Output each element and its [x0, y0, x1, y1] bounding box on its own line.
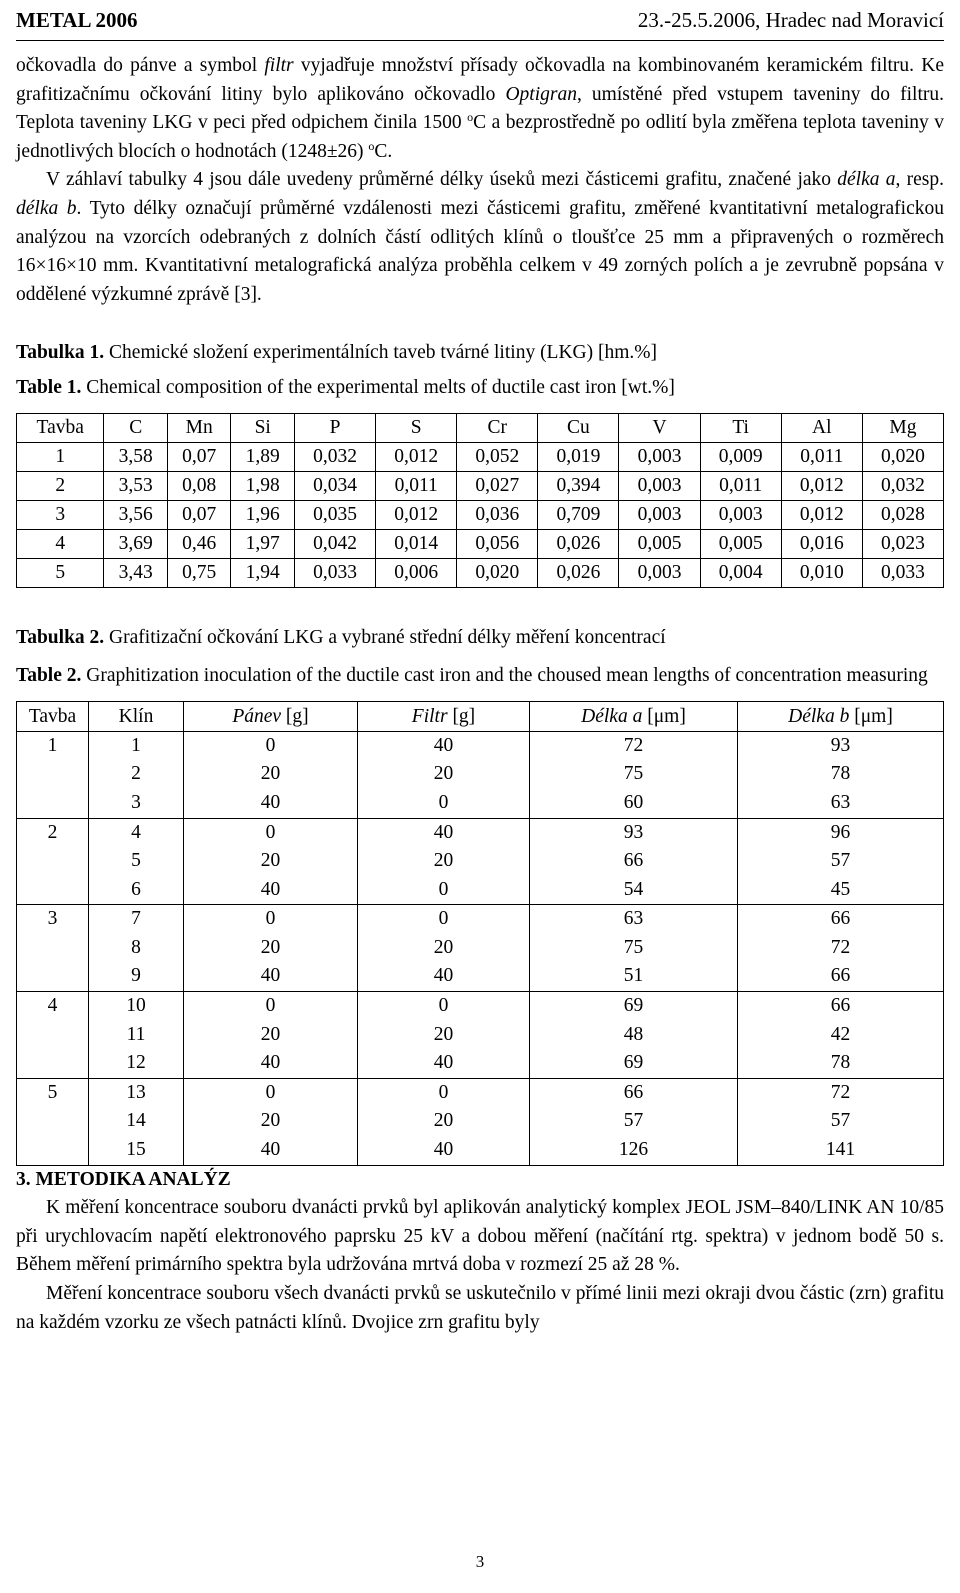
table-cell: 0,020: [457, 558, 538, 587]
section-heading: 3. METODIKA ANALÝZ: [16, 1168, 231, 1190]
table-cell: 1,89: [231, 442, 295, 471]
table-cell: 78: [738, 1049, 944, 1078]
page-number: 3: [475, 1552, 485, 1571]
table-cell: 1,97: [231, 529, 295, 558]
column-header: Cu: [538, 413, 619, 442]
table-row: [17, 529, 944, 558]
table-cell: 0,019: [538, 442, 619, 471]
table-cell: 10: [89, 992, 184, 1021]
table-cell: 5: [17, 558, 104, 587]
caption-label: Table 1.: [16, 376, 82, 398]
table-cell: 0: [358, 905, 530, 934]
italic-term-optigran: Optigran: [505, 83, 577, 105]
table-cell: 57: [738, 847, 944, 876]
column-header: Si: [231, 413, 295, 442]
table-cell: 20: [184, 847, 358, 876]
table-cell: 63: [738, 789, 944, 818]
table-cell: 1: [17, 442, 104, 471]
table-cell: 0,07: [167, 500, 231, 529]
table-cell: 2: [89, 760, 184, 789]
caption-label: Table 2.: [16, 665, 82, 687]
table-row: [17, 1049, 944, 1078]
table-cell: 66: [530, 847, 738, 876]
table-cell: 0,011: [376, 471, 457, 500]
table-cell: 0,020: [862, 442, 943, 471]
table-cell: 5: [89, 847, 184, 876]
table-cell: 0,027: [457, 471, 538, 500]
table-cell: 3,53: [104, 471, 168, 500]
table-cell: 40: [184, 789, 358, 818]
table-cell: 15: [89, 1136, 184, 1165]
header-plain-part: [μm]: [849, 705, 893, 727]
table-cell: 1,96: [231, 500, 295, 529]
table-cell: 51: [530, 962, 738, 991]
column-header: Mg: [862, 413, 943, 442]
table-cell: 0,004: [700, 558, 781, 587]
table-row: [17, 1021, 944, 1050]
table-cell-tavba: 2: [17, 818, 89, 847]
table-row: [17, 471, 944, 500]
table-cell: 4: [17, 529, 104, 558]
column-header: C: [104, 413, 168, 442]
table-cell-tavba: [17, 1107, 89, 1136]
table-cell: 0,012: [376, 500, 457, 529]
table-row: [17, 962, 944, 991]
table-cell: 93: [530, 818, 738, 847]
caption-text: Grafitizační očkování LKG a vybrané střední délky měření koncentrací: [104, 626, 666, 648]
table-cell: 66: [738, 962, 944, 991]
text-run: . Tyto délky označují průměrné vzdálenosti mezi částicemi grafitu, změřené kvantitativní metalografickou analýzou na vzorcích odebraných z dolních částí odlitých klínů o tloušťce 25 mm a připravených o rozměrech 16×16×10 mm. Kvantitativní metalografická analýza proběhla celkem v 49 zorných polích a je zevrubně popsána v oddělené výzkumné zprávě [3].: [16, 197, 944, 305]
table-cell: 1: [89, 731, 184, 760]
header-plain-part: Klín: [118, 705, 154, 727]
table-cell: 2: [17, 471, 104, 500]
caption-text: Chemical composition of the experimental melts of ductile cast iron [wt.%]: [81, 376, 675, 398]
table2-caption-cz: [16, 624, 944, 653]
table-cell: 57: [530, 1107, 738, 1136]
table-row: [17, 992, 944, 1021]
column-header: S: [376, 413, 457, 442]
table-cell: 6: [89, 876, 184, 905]
column-header: [358, 701, 530, 731]
table-cell: 0,006: [376, 558, 457, 587]
table-cell: 9: [89, 962, 184, 991]
table-row: [17, 558, 944, 587]
table-cell: 20: [184, 1021, 358, 1050]
table-cell: 20: [358, 1021, 530, 1050]
header-plain-part: [μm]: [642, 705, 686, 727]
column-header: Al: [781, 413, 862, 442]
table-cell: 0,026: [538, 529, 619, 558]
table-cell: 0,003: [619, 558, 700, 587]
table-cell: 0,012: [376, 442, 457, 471]
table-cell: 11: [89, 1021, 184, 1050]
table-cell: 0,033: [862, 558, 943, 587]
table-row: [17, 847, 944, 876]
table-cell-tavba: [17, 934, 89, 963]
column-header: V: [619, 413, 700, 442]
table-cell: 72: [530, 731, 738, 760]
table-cell: 40: [184, 876, 358, 905]
table-cell: 0,033: [294, 558, 375, 587]
column-header: Mn: [167, 413, 231, 442]
table-cell: 0,010: [781, 558, 862, 587]
text-run: vyjadřuje množství přísady očkovadla na kombinovaném keramickém filtru. Ke grafitizačnímu očkování litiny bylo aplikováno očkovadlo: [16, 55, 944, 105]
header-plain-part: [g]: [447, 705, 476, 727]
table-cell: 13: [89, 1078, 184, 1107]
table-cell: 0: [184, 818, 358, 847]
table-cell-tavba: [17, 876, 89, 905]
table-cell-tavba: [17, 962, 89, 991]
italic-term-filtr: filtr: [264, 55, 294, 76]
table-cell-tavba: [17, 1136, 89, 1165]
table-cell: 0,75: [167, 558, 231, 587]
caption-label: Tabulka 2.: [16, 626, 105, 648]
table-cell: 0: [358, 789, 530, 818]
table-cell: 45: [738, 876, 944, 905]
table-cell: 0,003: [700, 500, 781, 529]
table-cell: 69: [530, 992, 738, 1021]
table-cell: 60: [530, 789, 738, 818]
table-cell-tavba: [17, 760, 89, 789]
italic-term-delka-a: délka a: [837, 169, 896, 191]
table-row: [17, 905, 944, 934]
table-cell: 72: [738, 934, 944, 963]
table-cell: 72: [738, 1078, 944, 1107]
degree-sup: o: [467, 110, 474, 125]
table-cell: 40: [358, 962, 530, 991]
column-header: [738, 701, 944, 731]
table-cell-tavba: 1: [17, 731, 89, 760]
table-row: [17, 1078, 944, 1107]
table-cell: 40: [184, 962, 358, 991]
column-header: Ti: [700, 413, 781, 442]
table-cell-tavba: 5: [17, 1078, 89, 1107]
conference-name: METAL 2006: [16, 7, 138, 32]
table-cell: 3,56: [104, 500, 168, 529]
table-cell: 0,052: [457, 442, 538, 471]
column-header: [89, 701, 184, 731]
table-cell: 96: [738, 818, 944, 847]
caption-text: Graphitization inoculation of the ductile cast iron and the choused mean lengths of concentration measuring: [81, 665, 928, 687]
table-cell: 0,056: [457, 529, 538, 558]
conference-date-place: 23.-25.5.2006, Hradec nad Moravicí: [637, 7, 944, 32]
table-cell: 0,003: [619, 442, 700, 471]
text-run: , resp.: [895, 169, 944, 191]
text-run: V záhlaví tabulky 4 jsou dále uvedeny průměrné délky úseků mezi částicemi grafitu, značené jako: [46, 169, 838, 191]
table1-caption-cz: [16, 339, 944, 368]
caption-label: Tabulka 1.: [16, 342, 105, 364]
table-header-row: [17, 413, 944, 442]
table-cell: 4: [89, 818, 184, 847]
table-cell: 3: [17, 500, 104, 529]
header-italic-part: Délka a: [581, 705, 643, 727]
table-cell: 93: [738, 731, 944, 760]
column-header: [184, 701, 358, 731]
table-cell: 0,023: [862, 529, 943, 558]
table-cell: 40: [358, 1049, 530, 1078]
table-cell-tavba: [17, 1021, 89, 1050]
table-cell-tavba: 3: [17, 905, 89, 934]
text-run: očkovadla do pánve a symbol: [16, 55, 265, 76]
table2-caption-en: [16, 662, 944, 691]
table-cell: 0,036: [457, 500, 538, 529]
table-cell: 63: [530, 905, 738, 934]
table-row: [17, 442, 944, 471]
italic-term-delka-b: délka b: [16, 197, 77, 219]
table-cell: 0,012: [781, 471, 862, 500]
table-row: [17, 876, 944, 905]
table-cell: 0,46: [167, 529, 231, 558]
column-header: P: [294, 413, 375, 442]
table-cell: 0: [358, 992, 530, 1021]
caption-text: Chemické složení experimentálních taveb tvárné litiny (LKG) [hm.%]: [104, 342, 658, 364]
text-run: , umístěné před vstupem taveniny do filtru. Teplota taveniny LKG v peci před odpichem činila 1500: [16, 83, 945, 134]
table-cell-tavba: [17, 847, 89, 876]
table-cell: 0,042: [294, 529, 375, 558]
table-cell: 0,026: [538, 558, 619, 587]
header-plain-part: [g]: [281, 705, 309, 727]
table-cell: 40: [358, 1136, 530, 1165]
table-cell: 3,58: [104, 442, 168, 471]
table-cell: 75: [530, 934, 738, 963]
table-cell: 0,07: [167, 442, 231, 471]
table-row: [17, 818, 944, 847]
page-header: [16, 0, 944, 41]
table-cell: 0,016: [781, 529, 862, 558]
paragraph-measurement: Měření koncentrace souboru všech dvanácti prvků se uskutečnilo v přímé linii mezi okraji dvou částic (zrn) grafitu na každém vzorku ze všech patnácti klínů. Dvojice zrn grafitu byly: [16, 1283, 944, 1333]
table-cell: 3,69: [104, 529, 168, 558]
table-cell: 75: [530, 760, 738, 789]
table-cell: 141: [738, 1136, 944, 1165]
table-cell: 0: [184, 992, 358, 1021]
table-cell: 0,014: [376, 529, 457, 558]
table-cell: 126: [530, 1136, 738, 1165]
table-row: [17, 1136, 944, 1165]
table-cell: 0: [184, 905, 358, 934]
table-cell: 1,98: [231, 471, 295, 500]
table-cell: 1,94: [231, 558, 295, 587]
table-row: [17, 789, 944, 818]
table-cell: 3,43: [104, 558, 168, 587]
table-row: [17, 500, 944, 529]
table-cell: 0,034: [294, 471, 375, 500]
table-cell: 0: [184, 731, 358, 760]
table-cell: 8: [89, 934, 184, 963]
text-run: C a bezprostředně po odlití byla změřena teplota taveniny v jednotlivých blocích o hodnotách (1248±26): [16, 112, 944, 162]
table-cell: 12: [89, 1049, 184, 1078]
table-cell: 20: [184, 934, 358, 963]
table-cell: 20: [184, 1107, 358, 1136]
table-cell: 0,005: [700, 529, 781, 558]
table-cell: 0,08: [167, 471, 231, 500]
table-cell: 20: [184, 760, 358, 789]
table1-chemical-composition: [16, 413, 944, 588]
table-cell: 0,011: [700, 471, 781, 500]
table-cell: 0: [358, 876, 530, 905]
table-cell: 54: [530, 876, 738, 905]
table-cell: 20: [358, 760, 530, 789]
table-row: [17, 760, 944, 789]
header-plain-part: Tavba: [28, 705, 77, 727]
table-cell: 0,003: [619, 471, 700, 500]
table-cell: 42: [738, 1021, 944, 1050]
table-cell: 48: [530, 1021, 738, 1050]
column-header: [530, 701, 738, 731]
column-header: Tavba: [17, 413, 104, 442]
table-cell: 66: [738, 992, 944, 1021]
table-cell: 0,028: [862, 500, 943, 529]
table-cell: 20: [358, 934, 530, 963]
paragraph-intro: [16, 52, 944, 166]
table-cell: 40: [358, 731, 530, 760]
header-italic-part: Pánev: [232, 705, 282, 727]
table1-caption-en: [16, 374, 944, 403]
page-content: [16, 52, 944, 1337]
table-cell: 69: [530, 1049, 738, 1078]
table-cell: 0,709: [538, 500, 619, 529]
table-cell: 0,394: [538, 471, 619, 500]
table-cell: 78: [738, 760, 944, 789]
text-run: C.: [374, 140, 393, 162]
paragraph-method: K měření koncentrace souboru dvanácti prvků byl aplikován analytický komplex JEOL JSM–840/LINK AN 10/85 při urychlovacím napětí elektronového paprsku 25 kV a dobou měření (načítání rtg. spektra) v jednom bodě 50 s. Během měření primárního spektra byla udržována mrtvá doba v rozmezí 25 až 28 %.: [16, 1197, 944, 1276]
table-cell: 40: [184, 1136, 358, 1165]
column-header: [17, 701, 89, 731]
table-cell: 0,032: [294, 442, 375, 471]
table-cell: 0,011: [781, 442, 862, 471]
column-header: Cr: [457, 413, 538, 442]
table-cell: 0,005: [619, 529, 700, 558]
table2-inoculation: [16, 701, 944, 1166]
table-cell: 0: [184, 1078, 358, 1107]
header-italic-part: Délka b: [788, 705, 850, 727]
table-cell: 40: [358, 818, 530, 847]
table-cell: 20: [358, 847, 530, 876]
table-row: [17, 731, 944, 760]
header-italic-part: Filtr: [411, 705, 448, 727]
table-cell: 40: [184, 1049, 358, 1078]
table-cell: 0,012: [781, 500, 862, 529]
table-cell: 57: [738, 1107, 944, 1136]
table-cell-tavba: [17, 1049, 89, 1078]
table-cell: 0,009: [700, 442, 781, 471]
table-row: [17, 1107, 944, 1136]
table-row: [17, 934, 944, 963]
table-cell: 7: [89, 905, 184, 934]
table-cell: 66: [738, 905, 944, 934]
table-cell: 3: [89, 789, 184, 818]
table-cell: 66: [530, 1078, 738, 1107]
table-cell-tavba: 4: [17, 992, 89, 1021]
table-header-row: [17, 701, 944, 731]
table-cell: 14: [89, 1107, 184, 1136]
table-cell: 0: [358, 1078, 530, 1107]
table-cell: 0,003: [619, 500, 700, 529]
paragraph-lengths: [16, 166, 944, 309]
table-cell-tavba: [17, 789, 89, 818]
table-cell: 0,035: [294, 500, 375, 529]
table-cell: 20: [358, 1107, 530, 1136]
table-cell: 0,032: [862, 471, 943, 500]
degree-sup: o: [368, 138, 375, 153]
